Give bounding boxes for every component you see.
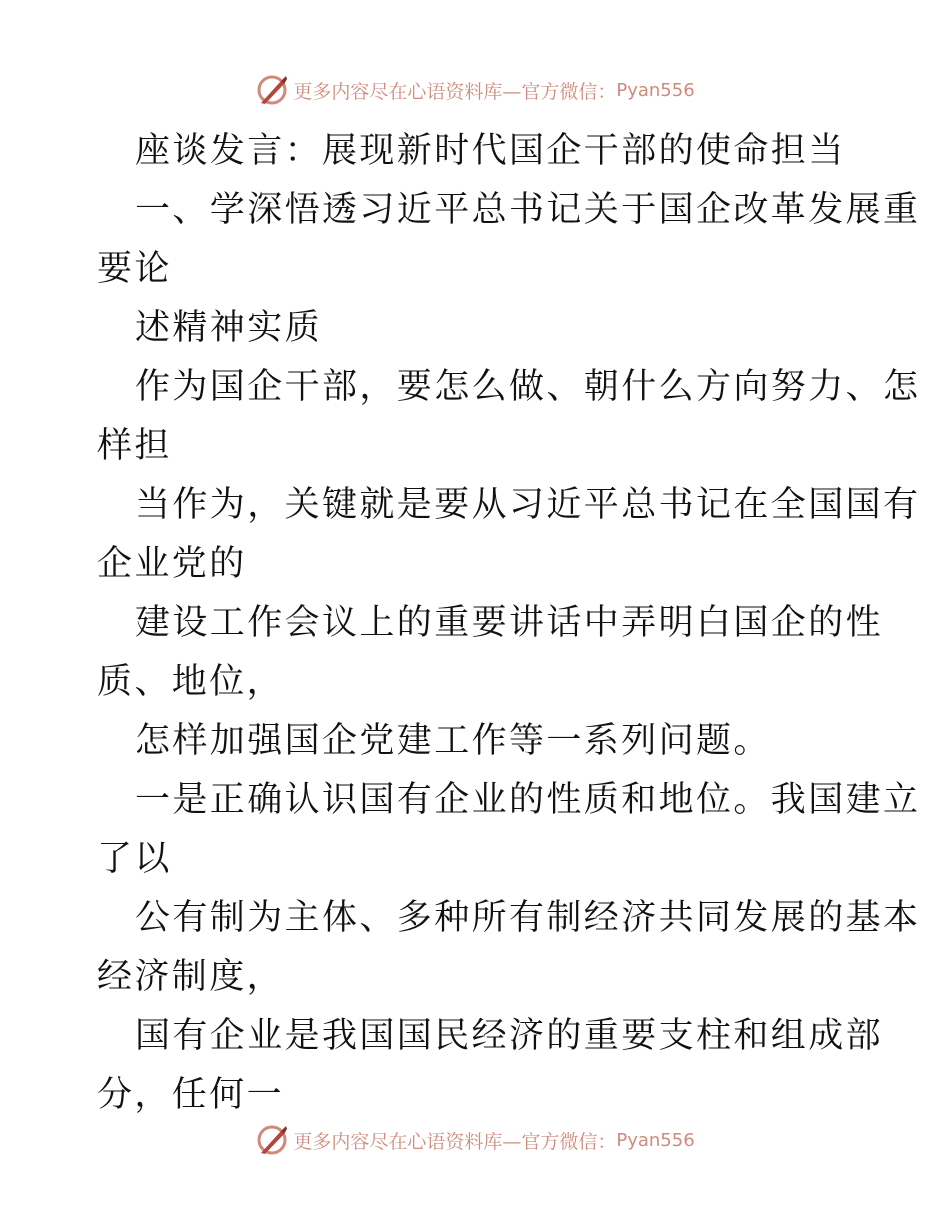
watermark-text: 更多内容尽在心语资料库—官方微信： (293, 1130, 617, 1153)
watermark-wechat-id: Pyan556 (616, 1129, 695, 1151)
text-line: 公有制为主体、多种所有制经济共同发展的基本 (135, 898, 921, 938)
watermark-wechat-id: Pyan556 (616, 79, 695, 101)
text-line: 经济制度， (97, 957, 285, 997)
text-line: 企业党的 (97, 544, 247, 584)
text-line: 座谈发言：展现新时代国企干部的使命担当 (135, 131, 846, 171)
header-watermark (0, 70, 950, 110)
text-line: 国有企业是我国国民经济的重要支柱和组成部 (135, 1016, 884, 1056)
text-line: 述精神实质 (135, 308, 323, 348)
text-line: 一、学深悟透习近平总书记关于国企改革发展重 (135, 190, 921, 230)
text-line: 建设工作会议上的重要讲话中弄明白国企的性 (135, 603, 884, 643)
watermark-text: 更多内容尽在心语资料库—官方微信： (293, 80, 617, 103)
text-line: 质、地位， (97, 662, 285, 702)
text-line: 一是正确认识国有企业的性质和地位。我国建立 (135, 780, 921, 820)
quill-pen-logo-icon (255, 1123, 289, 1157)
text-line: 要论 (97, 249, 172, 289)
text-line: 作为国企干部，要怎么做、朝什么方向努力、怎 (135, 367, 921, 407)
text-line: 怎样加强国企党建工作等一系列问题。 (135, 721, 771, 761)
text-line: 分，任何一 (97, 1075, 285, 1115)
text-line: 了以 (97, 839, 172, 879)
text-line: 当作为，关键就是要从习近平总书记在全国国有 (135, 485, 921, 525)
document-body (97, 122, 921, 1125)
quill-pen-logo-icon (255, 73, 289, 107)
footer-watermark (0, 1120, 950, 1160)
text-line: 样担 (97, 426, 172, 466)
